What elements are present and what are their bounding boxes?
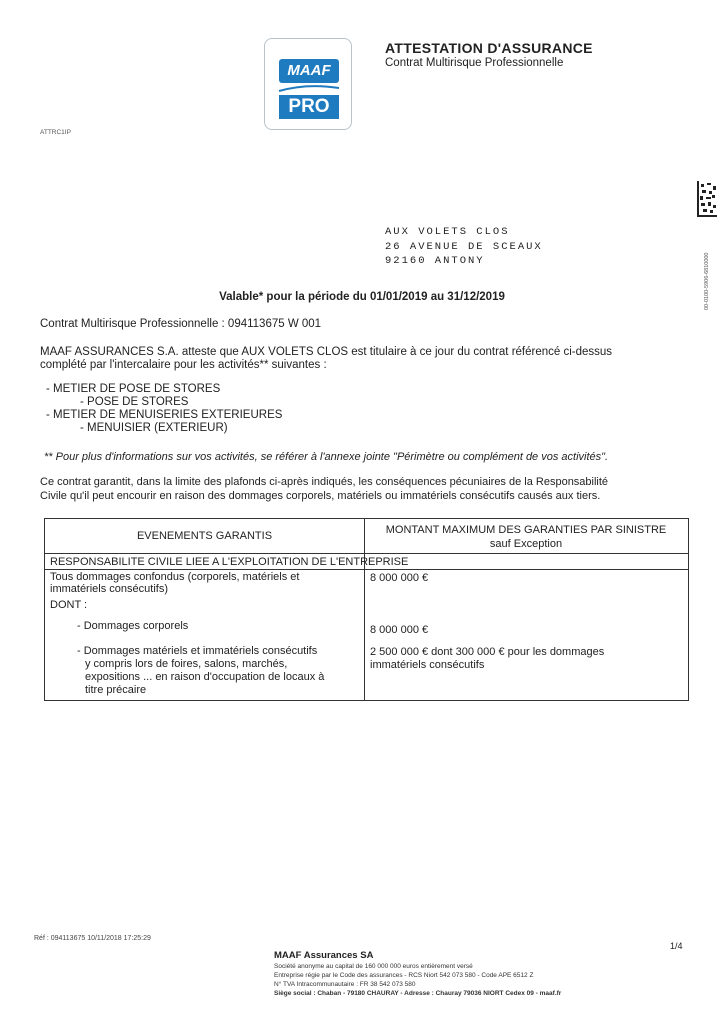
vertical-document-code: 00-0100-5906-6810000 xyxy=(704,252,710,310)
footer-legal-line: Entreprise régie par le Code des assurances - RCS Niort 542 073 580 - Code APE 6512 Z xyxy=(274,972,534,979)
table-row-label: - Dommages corporels xyxy=(77,620,189,632)
table-row-label: expositions ... en raison d'occupation de locaux à xyxy=(85,671,325,683)
activity-item: - METIER DE MENUISERIES EXTERIEURES xyxy=(46,409,283,421)
guarantee-intro-line-1: Ce contrat garantit, dans la limite des plafonds ci-après indiqués, les conséquences pécuniaires de la Responsabilité xyxy=(40,476,609,488)
footer-reference: Réf : 094113675 10/11/2018 17:25:29 xyxy=(34,935,151,942)
table-row-label: titre précaire xyxy=(85,684,147,696)
table-row-value: 2 500 000 € dont 300 000 € pour les dommages xyxy=(370,646,605,658)
attestation-line-1: MAAF ASSURANCES S.A. atteste que AUX VOLETS CLOS est titulaire à ce jour du contrat référencé ci-dessus xyxy=(40,346,613,358)
contract-number: Contrat Multirisque Professionnelle : 094113675 W 001 xyxy=(40,318,322,330)
table-header-events: EVENEMENTS GARANTIS xyxy=(136,530,273,542)
address-line-1: AUX VOLETS CLOS xyxy=(385,226,510,238)
document-subtitle: Contrat Multirisque Professionnelle xyxy=(385,57,564,69)
activity-item: - MENUISIER (EXTERIEUR) xyxy=(80,422,228,434)
table-divider xyxy=(45,553,688,554)
maaf-pro-logo xyxy=(264,38,352,130)
activity-item: - POSE DE STORES xyxy=(80,396,189,408)
activity-item: - METIER DE POSE DE STORES xyxy=(46,383,221,395)
table-divider xyxy=(45,569,688,570)
document-title: ATTESTATION D'ASSURANCE xyxy=(385,40,593,56)
logo-product: PRO xyxy=(279,95,339,119)
table-row-value: immatériels consécutifs xyxy=(370,659,485,671)
table-section-title: RESPONSABILITE CIVILE LIEE A L'EXPLOITATION DE L'ENTREPRISE xyxy=(50,556,409,568)
page-number: 1/4 xyxy=(670,941,683,951)
guarantee-intro-line-2: Civile qu'il peut encourir en raison des dommages corporels, matériels ou immatériels consécutifs causés aux tiers. xyxy=(40,490,601,502)
document-code: ATTRC1IP xyxy=(40,129,71,136)
guarantees-table xyxy=(44,518,689,701)
logo-swoosh-icon xyxy=(277,85,341,92)
logo-brand: MAAF xyxy=(279,59,339,83)
table-row-value: 8 000 000 € xyxy=(370,624,429,636)
address-line-3: 92160 ANTONY xyxy=(385,255,485,267)
table-row-label: Tous dommages confondus (corporels, matériels et xyxy=(50,571,300,583)
footer-company: MAAF Assurances SA xyxy=(274,950,374,961)
table-row-label: - Dommages matériels et immatériels consécutifs xyxy=(77,645,318,657)
footer-head-office: Siège social : Chaban - 79180 CHAURAY - Adresse : Chauray 79036 NIORT Cedex 09 - maaf.fr xyxy=(274,990,562,997)
table-dont-label: DONT : xyxy=(50,599,88,611)
validity-period: Valable* pour la période du 01/01/2019 au 31/12/2019 xyxy=(219,291,505,303)
activities-note: ** Pour plus d'informations sur vos activités, se référer à l'annexe jointe "Périmètre ou complément de vos activités". xyxy=(44,451,609,463)
table-row-label: y compris lors de foires, salons, marchés, xyxy=(85,658,288,670)
datamatrix-code-icon xyxy=(697,181,717,217)
address-line-2: 26 AVENUE DE SCEAUX xyxy=(385,241,543,253)
attestation-line-2: complété par l'intercalaire pour les activités** suivantes : xyxy=(40,359,327,371)
footer-legal-line: N° TVA Intracommunautaire : FR 38 542 073 580 xyxy=(274,981,416,988)
table-row-value: 8 000 000 € xyxy=(370,572,429,584)
footer-legal-line: Société anonyme au capital de 160 000 000 euros entièrement versé xyxy=(274,963,473,970)
table-row-label: immatériels consécutifs) xyxy=(50,583,168,595)
table-header-amount: MONTANT MAXIMUM DES GARANTIES PAR SINISTRE xyxy=(385,524,667,536)
table-header-amount-exception: sauf Exception xyxy=(489,538,563,550)
